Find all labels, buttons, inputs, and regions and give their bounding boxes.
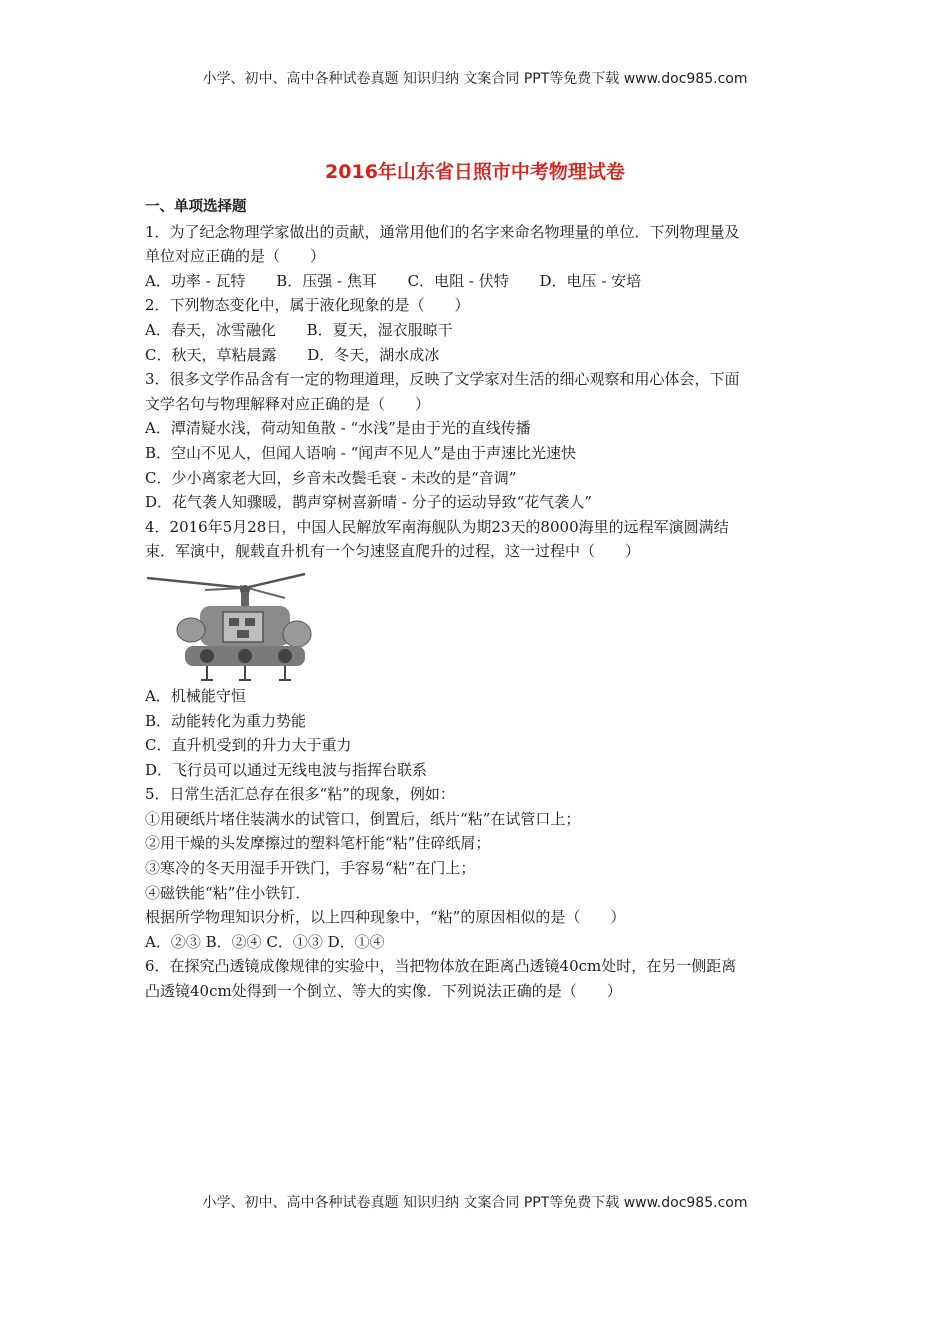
question-1-text-line-2: 单位对应正确的是（ ） [145, 247, 326, 266]
question-1-option-b: B．压强 - 焦耳 [276, 271, 377, 290]
question-1 [145, 220, 815, 294]
question-2 [145, 293, 815, 367]
question-2-option-a: A．春天，冰雪融化 [145, 320, 276, 339]
question-5-item-1: ①用硬纸片堵住装满水的试管口，倒置后，纸片“粘”在试管口上； [145, 809, 581, 828]
question-2-option-d: D．冬天，湖水成冰 [307, 345, 440, 364]
section-heading: 一、单项选择题 [145, 199, 247, 215]
question-2-options-row-2 [145, 343, 815, 368]
question-2-text: 2．下列物态变化中，属于液化现象的是（ ） [145, 296, 470, 315]
question-4-option-d: D．飞行员可以通过无线电波与指挥台联系 [145, 760, 428, 779]
question-1-option-c: C．电阻 - 伏特 [407, 271, 509, 290]
helicopter-figure [145, 568, 315, 684]
question-3-text-line-2: 文学名句与物理解释对应正确的是（ ） [145, 394, 431, 413]
question-2-option-b: B．夏天，湿衣服晾干 [306, 320, 453, 339]
question-1-text-line-1: 1．为了纪念物理学家做出的贡献，通常用他们的名字来命名物理量的单位．下列物理量及 [145, 222, 740, 241]
question-3-option-c: C．少小离家老大回，乡音未改鬓毛衰 - 未改的是“音调” [145, 468, 517, 487]
question-4-option-b: B．动能转化为重力势能 [145, 711, 307, 730]
question-5-text: 5．日常生活汇总存在很多“粘”的现象，例如： [145, 785, 455, 804]
question-3-text-line-1: 3．很多文学作品含有一定的物理道理，反映了文学家对生活的细心观察和用心体会，下面 [145, 370, 740, 389]
question-1-options [145, 269, 815, 294]
site-footer: 小学、初中、高中各种试卷真题 知识归纳 文案合同 PPT等免费下载 www.doc985.com [202, 1195, 748, 1211]
question-6 [145, 954, 815, 1003]
question-5-item-4: ④磁铁能“粘”住小铁钉． [145, 883, 311, 902]
question-5-item-2: ②用干燥的头发摩擦过的塑料笔杆能“粘”住碎纸屑； [145, 834, 491, 853]
question-1-option-d: D．电压 - 安培 [539, 271, 642, 290]
question-4-text-line-1: 4．2016年5月28日，中国人民解放军南海舰队为期23天的8000海里的远程军演圆满结 [145, 517, 729, 536]
question-3-option-a: A．潭清疑水浅，荷动知鱼散 - “水浅”是由于光的直线传播 [145, 419, 531, 438]
question-2-options-row-1 [145, 318, 815, 343]
question-6-text-line-2: 凸透镜40cm处得到一个倒立、等大的实像．下列说法正确的是（ ） [145, 982, 622, 1001]
question-4 [145, 515, 815, 783]
exam-content [145, 195, 815, 1004]
question-4-text-line-2: 束．军演中，舰载直升机有一个匀速竖直爬升的过程，这一过程中（ ） [145, 542, 641, 561]
question-5 [145, 782, 815, 954]
question-1-option-a: A．功率 - 瓦特 [145, 271, 246, 290]
question-5-prompt: 根据所学物理知识分析，以上四种现象中，“粘”的原因相似的是（ ） [145, 908, 626, 927]
question-5-item-3: ③寒冷的冬天用湿手开铁门，手容易“粘”在门上； [145, 859, 476, 878]
site-header: 小学、初中、高中各种试卷真题 知识归纳 文案合同 PPT等免费下载 www.doc985.com [202, 71, 748, 87]
page-title: 2016年山东省日照市中考物理试卷 [325, 161, 625, 183]
question-3-option-b: B．空山不见人，但闻人语响 - “闻声不见人”是由于声速比光速快 [145, 443, 576, 462]
question-6-text-line-1: 6．在探究凸透镜成像规律的实验中，当把物体放在距离凸透镜40cm处时，在另一侧距离 [145, 957, 737, 976]
question-2-option-c: C．秋天，草粘晨露 [145, 345, 277, 364]
question-3-option-d: D．花气袭人知骤暖，鹊声穿树喜新晴 - 分子的运动导致“花气袭人” [145, 493, 592, 512]
helicopter-illustration [145, 568, 315, 684]
question-4-option-a: A．机械能守恒 [145, 686, 246, 705]
question-5-options: A．②③ B．②④ C．①③ D．①④ [145, 932, 385, 951]
question-4-option-c: C．直升机受到的升力大于重力 [145, 736, 352, 755]
question-3 [145, 367, 815, 515]
